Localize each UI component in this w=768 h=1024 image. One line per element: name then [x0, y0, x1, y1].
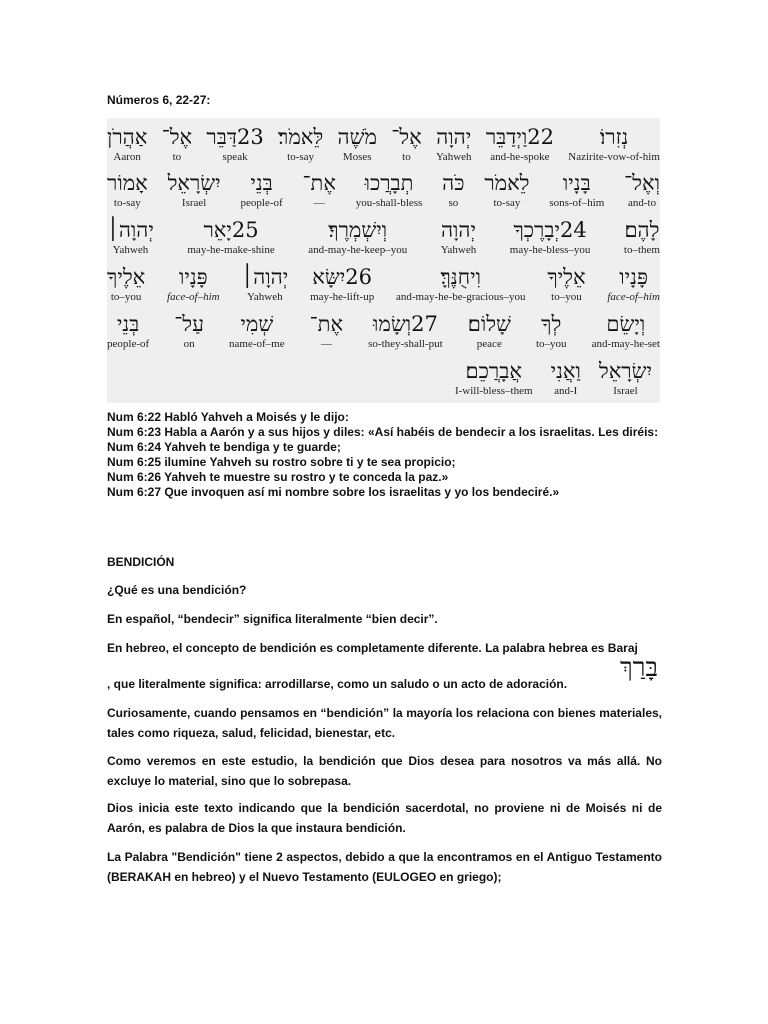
english-gloss: people-of: [240, 197, 283, 209]
interlinear-word: [162, 124, 192, 170]
english-gloss: and-to: [628, 197, 657, 209]
interlinear-word: [441, 217, 477, 263]
interlinear-word: [486, 124, 554, 170]
hebrew-word: פָּנָיו: [178, 265, 208, 289]
verse-line: Num 6:22 Habló Yahveh a Moisés y le dijo:: [107, 410, 349, 424]
hebrew-word: לְךָ: [541, 312, 562, 336]
interlinear-word: [278, 124, 323, 170]
interlinear-word: [338, 124, 377, 170]
verse-line: Num 6:27 Que invoquen así mi nombre sobre los israelitas y yo los bendeciré.»: [107, 485, 560, 499]
hebrew-word: יִשְׂרָאֵל: [167, 171, 221, 195]
question-line: ¿Qué es una bendición?: [107, 583, 247, 597]
interlinear-word: [442, 170, 464, 216]
interlinear-word: [455, 358, 533, 404]
paragraph-dios-inicia: Dios inicia este texto indicando que la bendición sacerdotal, no proviene ni de Moisés ni de Aarón, es palabra de Dios la que instaura bendición.: [107, 801, 662, 835]
hebrew-word: אֵלֶיךָ: [107, 265, 146, 289]
interlinear-row: [107, 217, 660, 263]
interlinear-word: [107, 217, 154, 263]
hebrew-word: אֶל־: [161, 125, 193, 149]
interlinear-word: [107, 170, 148, 216]
english-gloss: Aaron: [113, 151, 141, 163]
english-gloss: and-may-he-set: [591, 338, 660, 350]
hebrew-word: אֵלֶיךָ: [547, 265, 586, 289]
paragraph-como-veremos: Como veremos en este estudio, la bendición que Dios desea para nosotros va más allá. No excluye lo material, sino que lo sobrepasa.: [107, 754, 662, 788]
english-gloss: and-may-he-keep–you: [308, 244, 408, 256]
hebrew-word: יְהוָה׀: [107, 218, 154, 242]
interlinear-word: [229, 311, 285, 357]
english-gloss: Israel: [613, 385, 638, 397]
interlinear-word: [168, 170, 221, 216]
hebrew-word: לֵּאמֹר׃: [278, 125, 324, 149]
paragraph-curiosamente: Curiosamente, cuando pensamos en “bendición” la mayoría los relaciona con bienes materiales, tales como riqueza, salud, felicidad, bienestar, etc.: [107, 706, 662, 740]
paragraph-hebreo: En hebreo, el concepto de bendición es completamente diferente. La palabra hebrea es Baraj: [107, 641, 638, 655]
interlinear-word: [107, 264, 145, 310]
english-gloss: may-he-bless–you: [509, 244, 591, 256]
english-gloss: Yahweh: [247, 291, 283, 303]
hebrew-word: שְׁמִי: [240, 312, 274, 336]
hebrew-word: 27וְשָׂמוּ: [373, 312, 438, 336]
english-gloss: people-of: [107, 338, 150, 350]
english-gloss: peace: [476, 338, 502, 350]
interlinear-word: [396, 264, 526, 310]
hebrew-word: לֵאמֹר: [484, 171, 530, 195]
english-gloss: to–you: [535, 338, 567, 350]
english-gloss: and-may-he-be-gracious–you: [396, 291, 526, 303]
english-gloss: so: [448, 197, 459, 209]
interlinear-word: [624, 170, 660, 216]
hebrew-word: שָׁלוֹם׃: [467, 312, 511, 336]
interlinear-word: [568, 124, 660, 170]
interlinear-word: [391, 124, 421, 170]
english-gloss: may-he-lift-up: [310, 291, 375, 303]
english-gloss: Moses: [342, 151, 372, 163]
interlinear-row: [107, 311, 660, 357]
interlinear-word: [310, 311, 343, 357]
english-gloss: —: [313, 197, 325, 209]
section-title: BENDICIÓN: [107, 555, 175, 569]
english-gloss: Israel: [181, 197, 207, 209]
interlinear-word: [356, 170, 423, 216]
english-gloss: Yahweh: [112, 244, 149, 256]
interlinear-word: [549, 170, 604, 216]
paragraph-dos-aspectos: La Palabra "Bendición" tiene 2 aspectos, debido a que la encontramos en el Antiguo Testamento (BERAKAH en hebreo) y el Nuevo Testamento (EULOGEO en griego);: [107, 850, 662, 884]
english-gloss: may-he-make-shine: [187, 244, 275, 256]
english-gloss: to-say: [493, 197, 521, 209]
hebrew-word-baraj: בָּרַךְ: [620, 653, 659, 683]
english-gloss: sons-of–him: [549, 197, 605, 209]
interlinear-word: [536, 311, 567, 357]
interlinear-row: [107, 264, 660, 310]
english-gloss: Nazirite-vow-of-him: [568, 151, 660, 163]
interlinear-word: [510, 217, 591, 263]
english-gloss: face-of–him: [607, 291, 660, 303]
hebrew-word: 23דַּבֵּר: [206, 125, 264, 149]
passage-heading: Números 6, 22-27:: [107, 93, 211, 107]
hebrew-word: אֲבָרֲכֵם׃: [465, 359, 522, 383]
hebrew-word: 22וַיְדַבֵּר: [485, 125, 554, 149]
english-gloss: to–them: [623, 244, 660, 256]
english-gloss: and-he-spoke: [490, 151, 550, 163]
interlinear-word: [241, 170, 283, 216]
verse-list: [107, 410, 658, 500]
hebrew-word: אָמוֹר: [107, 171, 148, 195]
hebrew-word: וַאֲנִי: [550, 359, 581, 383]
english-gloss: to: [402, 151, 411, 163]
interlinear-word: [310, 264, 374, 310]
paragraph-bendecir: En español, “bendecir” significa literalmente “bien decir”.: [107, 612, 438, 626]
hebrew-word: 25יָאֵר: [203, 218, 259, 242]
verse-line: Num 6:25 ilumine Yahveh su rostro sobre ti y te sea propicio;: [107, 455, 456, 469]
hebrew-word: אַהֲרֹן: [107, 125, 148, 149]
hebrew-word: וְיָשֵׂם: [606, 312, 646, 336]
english-gloss: to: [172, 151, 182, 163]
english-gloss: and-I: [554, 385, 578, 397]
english-gloss: I-will-bless–them: [454, 385, 533, 397]
verse-line: Num 6:26 Yahveh te muestre su rostro y te conceda la paz.»: [107, 470, 449, 484]
interlinear-word: [599, 358, 652, 404]
interlinear-word: [107, 311, 149, 357]
hebrew-word: מֹשֶׁה: [337, 125, 377, 149]
hebrew-word: וְיִשְׁמְרֶךָ׃: [328, 218, 388, 242]
hebrew-word: לָהֶם׃: [624, 218, 660, 242]
interlinear-word: [547, 264, 585, 310]
interlinear-word: [187, 217, 274, 263]
paragraph-hebreo-continued: , que literalmente significa: arrodillarse, como un saludo o un acto de adoración.: [107, 677, 568, 691]
hebrew-word: בָּנָיו: [562, 171, 591, 195]
interlinear-word: [174, 311, 204, 357]
interlinear-word: [308, 217, 407, 263]
interlinear-word: [206, 124, 263, 170]
interlinear-word: [368, 311, 443, 357]
interlinear-word: [551, 358, 581, 404]
hebrew-word: יְהוָה׀: [241, 265, 289, 289]
hebrew-word: יִשְׂרָאֵל: [598, 359, 652, 383]
hebrew-word: יְהוָה: [436, 125, 472, 149]
hebrew-word: פָּנָיו: [619, 265, 648, 289]
hebrew-word: תְבָרֲכוּ: [364, 171, 414, 195]
hebrew-word: יְהוָה: [440, 218, 476, 242]
interlinear-word: [167, 264, 220, 310]
interlinear-word: [607, 264, 660, 310]
hebrew-word: אֶת־: [302, 171, 336, 195]
hebrew-word: אֶת־: [309, 312, 344, 336]
english-gloss: on: [183, 338, 195, 350]
english-gloss: to–you: [551, 291, 582, 303]
hebrew-word: אֶל־: [391, 125, 422, 149]
interlinear-row: [107, 124, 660, 170]
hebrew-word: 26יִשָּׂא: [312, 265, 372, 289]
interlinear-word: [436, 124, 472, 170]
hebrew-word: 24יְבָרֶכְךָ: [513, 218, 587, 242]
english-gloss: so-they-shall-put: [368, 338, 443, 350]
english-gloss: to-say: [113, 197, 141, 209]
verse-line: Num 6:24 Yahveh te bendiga y te guarde;: [107, 440, 341, 454]
interlinear-word: [107, 124, 147, 170]
interlinear-word: [624, 217, 660, 263]
hebrew-word: בְּנֵי: [250, 171, 273, 195]
hebrew-word: בְּנֵי: [116, 312, 140, 336]
english-gloss: to–you: [110, 291, 142, 303]
hebrew-word: נְזִרוֹ׃: [599, 125, 629, 149]
interlinear-text-figure: [107, 118, 660, 403]
interlinear-word: [484, 170, 529, 216]
english-gloss: to-say: [287, 151, 315, 163]
english-gloss: —: [320, 338, 332, 350]
interlinear-word: [302, 170, 335, 216]
interlinear-row: [107, 170, 660, 216]
english-gloss: Yahweh: [435, 151, 472, 163]
english-gloss: Yahweh: [440, 244, 477, 256]
hebrew-word: כֹּה: [442, 171, 465, 195]
interlinear-word: [592, 311, 660, 357]
english-gloss: face-of–him: [167, 291, 220, 303]
english-gloss: name-of–me: [229, 338, 285, 350]
english-gloss: speak: [222, 151, 248, 163]
english-gloss: you-shall-bless: [355, 197, 423, 209]
interlinear-row: [107, 358, 660, 404]
interlinear-word: [468, 311, 511, 357]
hebrew-word: וִיחֻנֶּךָּ׃: [440, 265, 481, 289]
verse-line: Num 6:23 Habla a Aarón y a sus hijos y diles: «Así habéis de bendecir a los israelitas. Les diréis:: [107, 425, 659, 439]
interlinear-word: [241, 264, 288, 310]
hebrew-word: וְאֶל־: [624, 171, 660, 195]
hebrew-word: עַל־: [174, 312, 204, 336]
